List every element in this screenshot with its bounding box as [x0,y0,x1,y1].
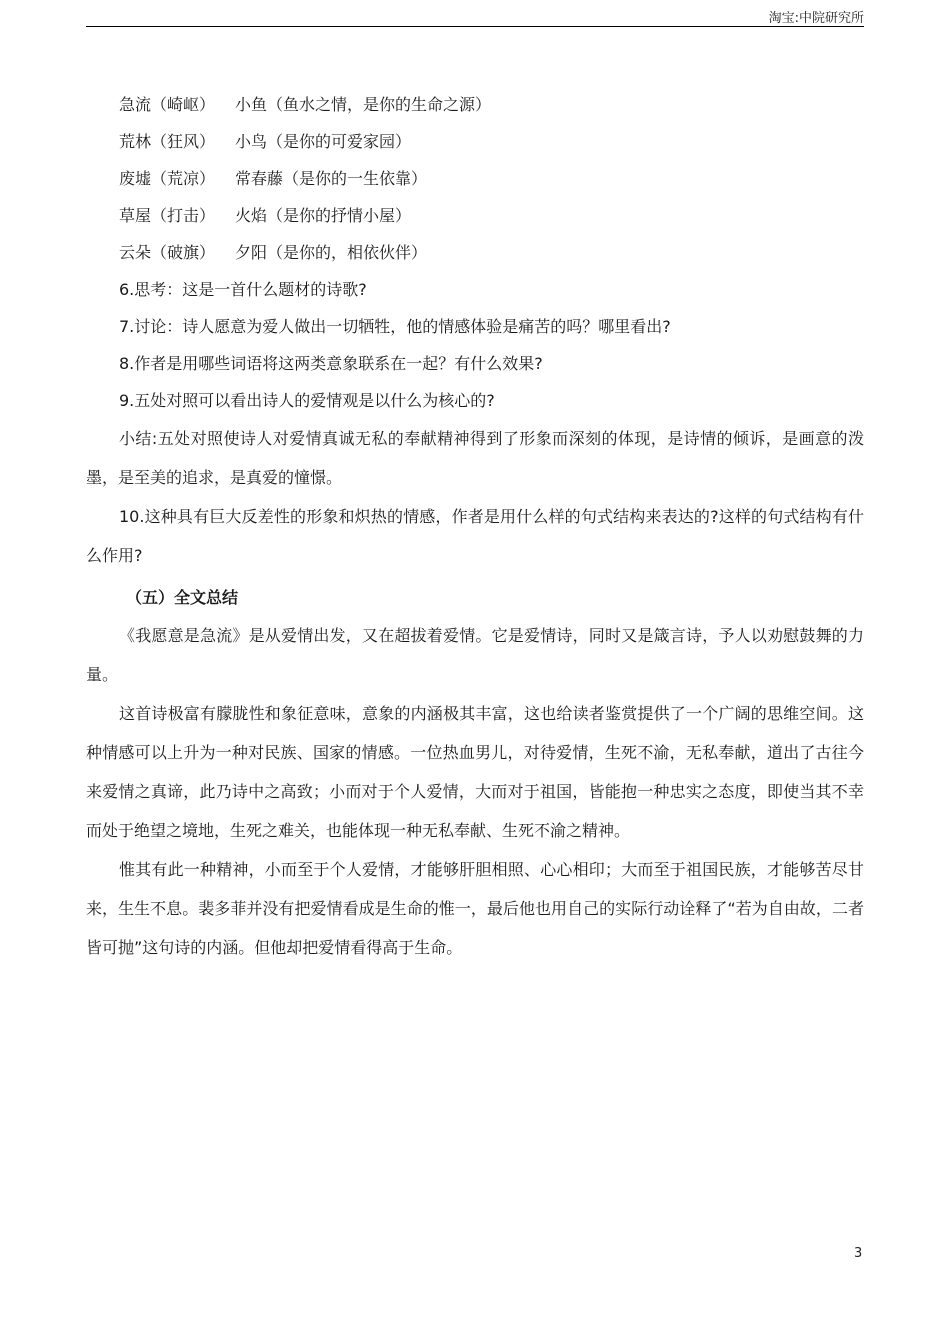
page-number: 3 [854,1246,863,1261]
image-pair-line [86,123,864,160]
pair-right: 小鸟（是你的可爱家园） [235,132,412,151]
image-pair-line [86,160,864,197]
image-pair-line [86,86,864,123]
pair-left: 废墟（荒凉） [119,169,216,188]
question-7: 7.讨论：诗人愿意为爱人做出一切牺牲，他的情感体验是痛苦的吗？哪里看出? [119,317,671,336]
pair-right: 火焰（是你的抒情小屋） [235,206,412,225]
pair-left: 急流（崎岖） [119,95,216,114]
question-9: 9.五处对照可以看出诗人的爱情观是以什么为核心的? [119,391,495,410]
pair-left: 草屋（打击） [119,206,216,225]
section-title: （五）全文总结 [126,588,239,607]
header-source-label: 淘宝:中院研究所 [768,11,864,26]
question-10: 10.这种具有巨大反差性的形象和炽热的情感，作者是用什么样的句式结构来表达的?这样的句式结构有什么作用? [86,507,864,565]
document-body [86,86,864,967]
summary-paragraph: 小结:五处对照使诗人对爱情真诚无私的奉献精神得到了形象而深刻的体现，是诗情的倾诉，是画意的泼墨，是至美的追求，是真爱的憧憬。 [86,429,864,487]
page-header [86,6,864,27]
body-paragraph: 这首诗极富有朦胧性和象征意味，意象的内涵极其丰富，这也给读者鉴赏提供了一个广阔的思维空间。这种情感可以上升为一种对民族、国家的情感。一位热血男儿，对待爱情，生死不渝，无私奉献，道出了古往今来爱情之真谛，此乃诗中之高致；小而对于个人爱情，大而对于祖国，皆能抱一种忠实之态度，即使当其不幸而处于绝望之境地，生死之难关，也能体现一种无私奉献、生死不渝之精神。 [86,704,864,840]
pair-right: 常春藤（是你的一生依靠） [235,169,428,188]
pair-left: 荒林（狂风） [119,132,216,151]
pair-right: 小鱼（鱼水之情，是你的生命之源） [235,95,492,114]
question-6: 6.思考：这是一首什么题材的诗歌? [119,280,367,299]
image-pair-line [86,234,864,271]
pair-left: 云朵（破旗） [119,243,216,262]
body-paragraph: 惟其有此一种精神，小而至于个人爱情，才能够肝胆相照、心心相印；大而至于祖国民族，才能够苦尽甘来，生生不息。裴多菲并没有把爱情看成是生命的惟一，最后他也用自己的实际行动诠释了“若为自由故，二者皆可抛”这句诗的内涵。但他却把爱情看得高于生命。 [86,860,864,957]
image-pair-line [86,197,864,234]
question-8: 8.作者是用哪些词语将这两类意象联系在一起？有什么效果? [119,354,543,373]
body-paragraph: 《我愿意是急流》是从爱情出发，又在超拔着爱情。它是爱情诗，同时又是箴言诗，予人以劝慰鼓舞的力量。 [86,626,864,684]
pair-right: 夕阳（是你的，相依伙伴） [235,243,428,262]
